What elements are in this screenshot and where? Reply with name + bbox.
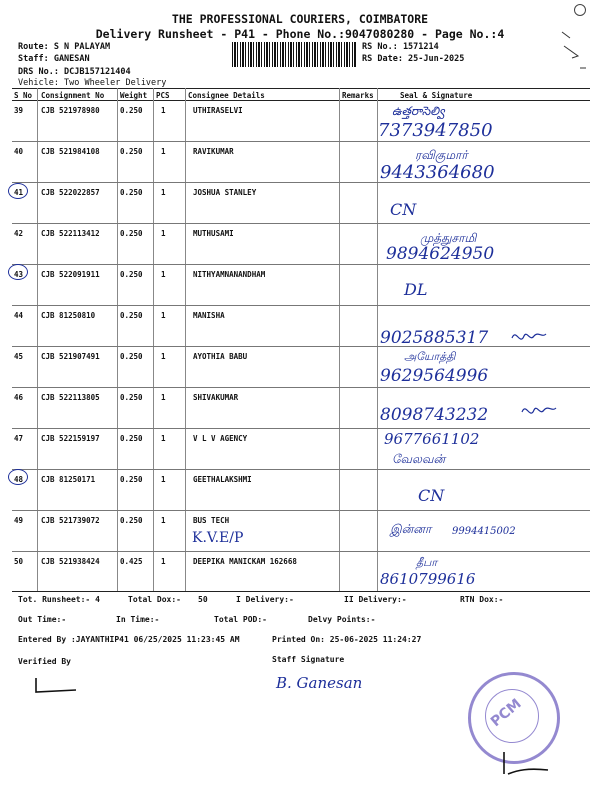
row-separator: [12, 428, 590, 429]
col-divider: [153, 88, 154, 591]
table-top-border: [12, 88, 590, 89]
signature-40: ரவிகுமார்: [415, 148, 468, 162]
row-consignee: JOSHUA STANLEY: [193, 188, 257, 197]
row-pcs: 1: [161, 188, 166, 197]
col-header-pcs: PCS: [156, 91, 170, 100]
handwritten-mark-43: DL: [404, 280, 428, 299]
row-separator: [12, 346, 590, 347]
rs-date: RS Date: 25-Jun-2025: [362, 54, 465, 64]
row-separator: [12, 182, 590, 183]
company-title: THE PROFESSIONAL COURIERS, COIMBATORE: [171, 12, 429, 26]
row-weight: 0.250: [120, 475, 143, 484]
in-time-label: In Time:-: [116, 615, 160, 624]
row-sno: 45: [14, 352, 24, 361]
route-label: Route: S N PALAYAM: [18, 42, 111, 52]
signature-39: ఉత్తరాసెల్వి: [392, 104, 445, 118]
row-pcs: 1: [161, 352, 166, 361]
bottom-signature-mark: [498, 748, 558, 778]
barcode: [232, 42, 356, 67]
row-sno: 41: [14, 188, 24, 197]
handwritten-phone-44: 9025885317: [380, 328, 489, 348]
staff-label: Staff: GANESAN: [18, 54, 90, 64]
row-sno: 50: [14, 557, 24, 566]
row-consignee: NITHYAMNANANDHAM: [193, 270, 266, 279]
total-runsheet: Tot. Runsheet:- 4: [18, 595, 100, 604]
verified-signature-mark: [30, 676, 80, 696]
row-sno: 47: [14, 434, 24, 443]
row-weight: 0.250: [120, 188, 143, 197]
row-weight: 0.250: [120, 311, 143, 320]
row-separator: [12, 551, 590, 552]
rs-number: RS No.: 1571214: [362, 42, 439, 52]
first-delivery-label: I Delivery:-: [236, 595, 294, 604]
vehicle-label: Vehicle: Two Wheeler Delivery: [18, 78, 167, 88]
row-weight: 0.425: [120, 557, 143, 566]
row-weight: 0.250: [120, 229, 143, 238]
col-header-weight: Weight: [120, 91, 148, 100]
signature-49: இன்னா: [390, 522, 432, 536]
row-weight: 0.250: [120, 516, 143, 525]
row-weight: 0.250: [120, 352, 143, 361]
circle-mark-48: [8, 469, 28, 485]
row-consignee: GEETHALAKSHMI: [193, 475, 252, 484]
row-separator: [12, 305, 590, 306]
handwritten-phone-39: 7373947850: [378, 120, 493, 141]
total-dox-label: Total Dox:-: [128, 595, 181, 604]
row-consignment-no: CJB 521938424: [41, 557, 100, 566]
handwritten-phone-46: 8098743232: [380, 405, 489, 425]
col-header-consignee: Consignee Details: [188, 91, 265, 100]
row-pcs: 1: [161, 393, 166, 402]
row-consignment-no: CJB 522022857: [41, 188, 100, 197]
row-consignment-no: CJB 521739072: [41, 516, 100, 525]
row-consignment-no: CJB 522159197: [41, 434, 100, 443]
total-dox-value: 50: [198, 595, 208, 604]
row-separator: [12, 387, 590, 388]
row-consignment-no: CJB 521907491: [41, 352, 100, 361]
signature-45: அயோத்தி: [404, 350, 456, 363]
total-pod-label: Total POD:-: [214, 615, 267, 624]
staff-signature: B. Ganesan: [276, 674, 363, 692]
handwritten-phone-49: 9994415002: [452, 526, 516, 537]
row-weight: 0.250: [120, 106, 143, 115]
handwritten-phone-42: 9894624950: [386, 244, 495, 264]
row-sno: 40: [14, 147, 24, 156]
staff-signature-label: Staff Signature: [272, 655, 345, 664]
col-divider: [117, 88, 118, 591]
row-consignee: V L V AGENCY: [193, 434, 248, 443]
handwritten-mark-41: CN: [390, 200, 417, 219]
corner-scribble: [560, 28, 590, 73]
row-consignment-no: CJB 521984108: [41, 147, 100, 156]
row-weight: 0.250: [120, 147, 143, 156]
handwritten-mark-48: CN: [418, 486, 445, 505]
row-consignment-no: CJB 81250171: [41, 475, 96, 484]
printed-on: Printed On: 25-06-2025 11:24:27: [272, 635, 422, 644]
row-sno: 48: [14, 475, 24, 484]
row-consignee: MANISHA: [193, 311, 225, 320]
row-consignment-no: CJB 522091911: [41, 270, 100, 279]
signature-42: முத்துசாமி: [420, 231, 477, 245]
rtn-dox-label: RTN Dox:-: [460, 595, 504, 604]
runsheet-title: Delivery Runsheet - P41 - Phone No.:9047080280 - Page No.:4: [95, 27, 505, 41]
circle-mark-41: [8, 183, 28, 199]
col-divider: [339, 88, 340, 591]
row-sno: 43: [14, 270, 24, 279]
drs-number: DRS No.: DCJB157121404: [18, 67, 131, 77]
table-header-border: [12, 100, 590, 101]
row-consignee: DEEPIKA MANICKAM 162668: [193, 557, 297, 566]
col-header-remarks: Remarks: [342, 91, 374, 100]
out-time-label: Out Time:-: [18, 615, 67, 624]
row-separator: [12, 469, 590, 470]
row-pcs: 1: [161, 475, 166, 484]
stamp-text: PCM: [487, 695, 525, 731]
table-bottom-border: [12, 591, 590, 592]
row-pcs: 1: [161, 311, 166, 320]
row-pcs: 1: [161, 270, 166, 279]
handwritten-phone-45: 9629564996: [380, 366, 489, 386]
row-sno: 42: [14, 229, 24, 238]
squiggle-46: [520, 400, 560, 420]
row-consignment-no: CJB 522113412: [41, 229, 100, 238]
row-sno: 39: [14, 106, 24, 115]
row-consignee: UTHIRASELVI: [193, 106, 243, 115]
row-separator: [12, 223, 590, 224]
signature-50: தீபா: [416, 556, 438, 569]
handwritten-phone-40: 9443364680: [380, 162, 495, 183]
circle-mark-43: [8, 264, 28, 280]
handwritten-remark-49: K.V.E/P: [192, 530, 244, 546]
row-consignment-no: CJB 522113805: [41, 393, 100, 402]
col-header-sno: S No: [14, 91, 33, 100]
row-sno: 46: [14, 393, 24, 402]
col-header-seal-signature: Seal & Signature: [400, 91, 473, 100]
handwritten-phone-47: 9677661102: [384, 430, 480, 448]
row-sno: 49: [14, 516, 24, 525]
row-consignee: SHIVAKUMAR: [193, 393, 239, 402]
row-pcs: 1: [161, 516, 166, 525]
row-weight: 0.250: [120, 270, 143, 279]
row-consignment-no: CJB 521978980: [41, 106, 100, 115]
row-pcs: 1: [161, 434, 166, 443]
row-weight: 0.250: [120, 434, 143, 443]
row-consignment-no: CJB 81250810: [41, 311, 96, 320]
col-header-consignment: Consignment No: [41, 91, 105, 100]
punch-hole: [574, 4, 586, 16]
handwritten-phone-50: 8610799616: [380, 570, 476, 588]
row-sno: 44: [14, 311, 24, 320]
row-pcs: 1: [161, 557, 166, 566]
row-consignee: BUS TECH: [193, 516, 230, 525]
row-separator: [12, 141, 590, 142]
row-separator: [12, 510, 590, 511]
row-pcs: 1: [161, 106, 166, 115]
row-consignee: RAVIKUMAR: [193, 147, 234, 156]
entered-by: Entered By :JAYANTHIP41 06/25/2025 11:23:45 AM: [18, 635, 240, 644]
col-divider: [377, 88, 378, 591]
signature-47: வேலவன்: [392, 452, 446, 466]
delivery-points-label: Delvy Points:-: [308, 615, 376, 624]
col-divider: [185, 88, 186, 591]
row-separator: [12, 264, 590, 265]
row-consignee: MUTHUSAMI: [193, 229, 234, 238]
row-pcs: 1: [161, 147, 166, 156]
row-weight: 0.250: [120, 393, 143, 402]
row-consignee: AYOTHIA BABU: [193, 352, 248, 361]
verified-by-label: Verified By: [18, 657, 71, 666]
row-pcs: 1: [161, 229, 166, 238]
squiggle-44: [510, 326, 550, 346]
col-divider: [37, 88, 38, 591]
second-delivery-label: II Delivery:-: [344, 595, 407, 604]
